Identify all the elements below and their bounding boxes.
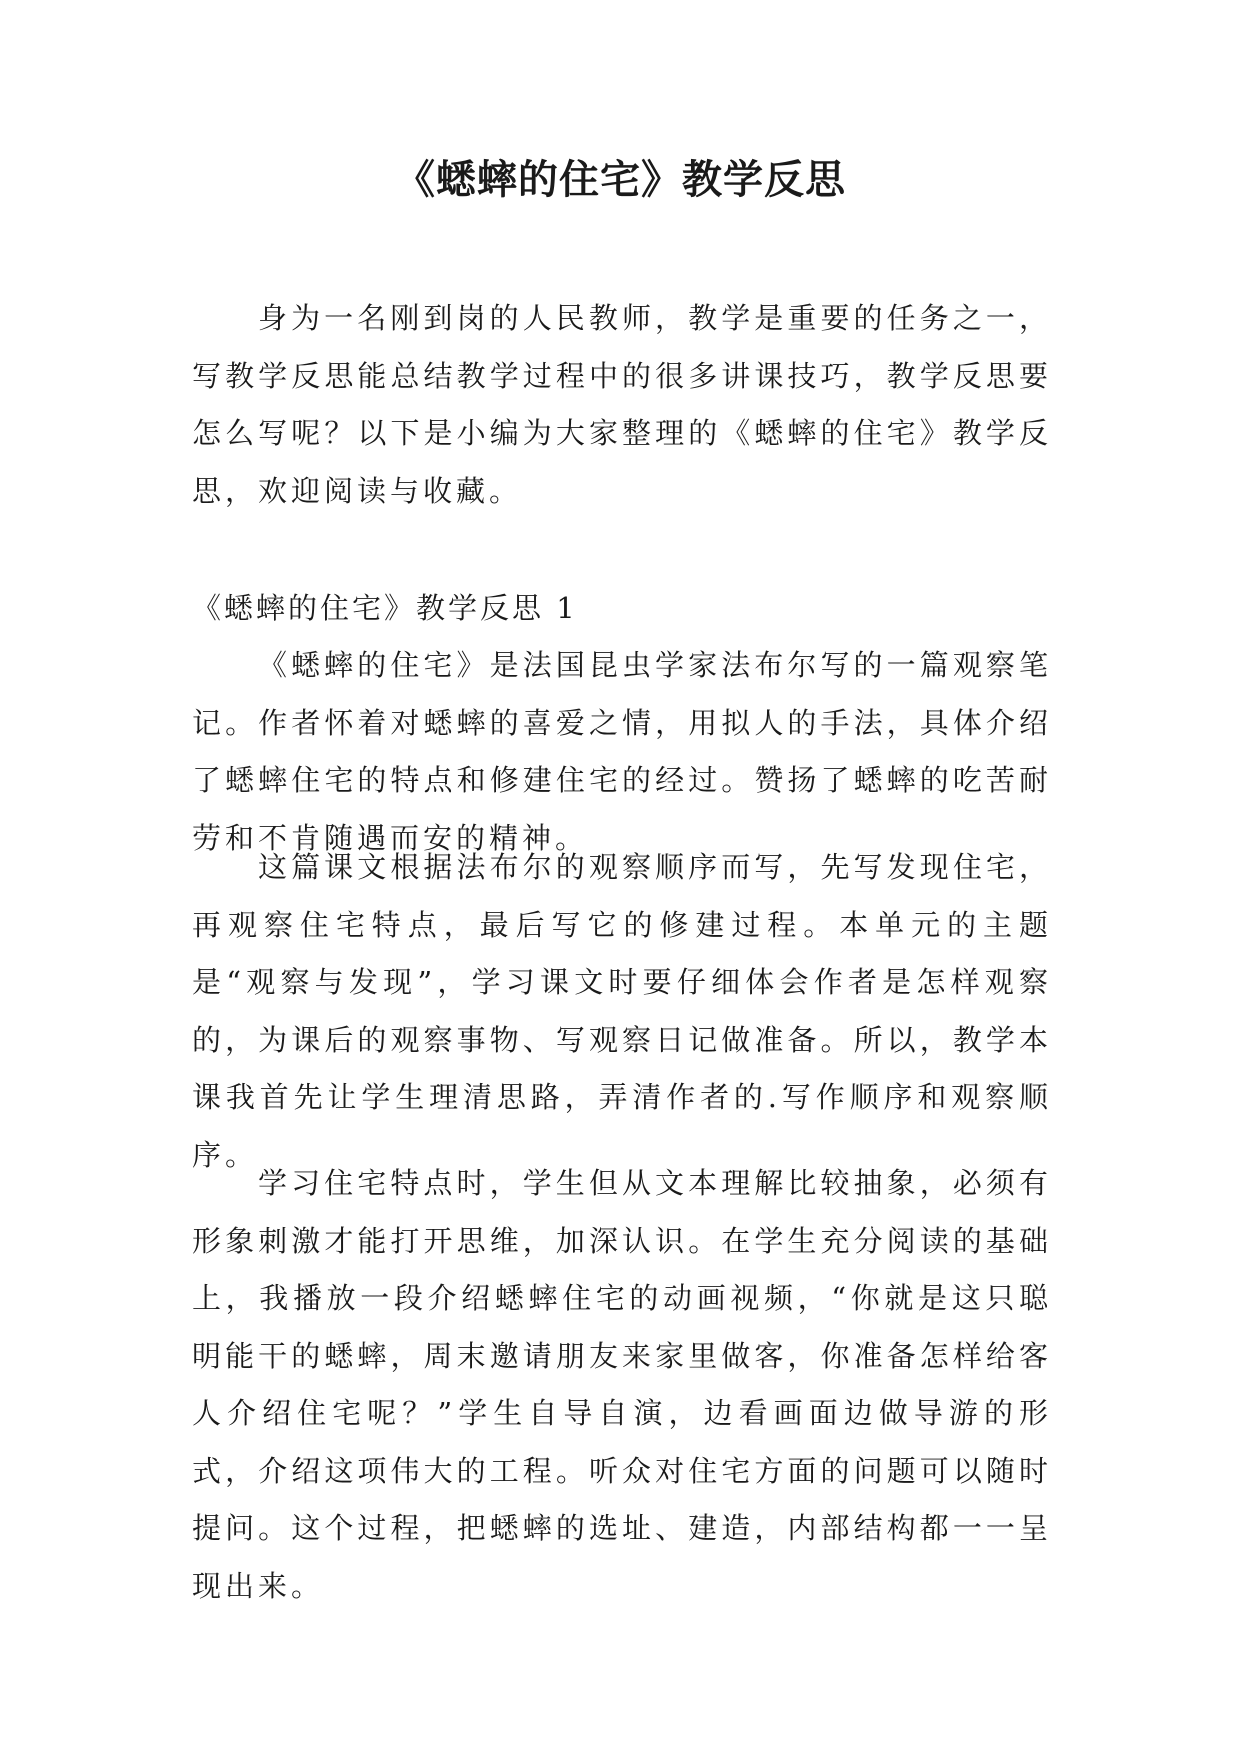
- document-title: 《蟋蟀的住宅》教学反思: [395, 157, 846, 203]
- body-paragraph: 这篇课文根据法布尔的观察顺序而写，先写发现住宅，再观察住宅特点，最后写它的修建过程。本单元的主题是“观察与发现”，学习课文时要仔细体会作者是怎样观察的，为课后的观察事物、写观察日记做准备。所以，教学本课我首先让学生理清思路，弄清作者的.写作顺序和观察顺序。: [192, 850, 1052, 1172]
- intro-paragraph: 身为一名刚到岗的人民教师，教学是重要的任务之一，写教学反思能总结教学过程中的很多讲课技巧，教学反思要怎么写呢？以下是小编为大家整理的《蟋蟀的住宅》教学反思，欢迎阅读与收藏。: [192, 301, 1052, 508]
- body-paragraph: 学习住宅特点时，学生但从文本理解比较抽象，必须有形象刺激才能打开思维，加深认识。在学生充分阅读的基础上，我播放一段介绍蟋蟀住宅的动画视频，“你就是这只聪明能干的蟋蟀，周末邀请朋友来家里做客，你准备怎样给客人介绍住宅呢？”学生自导自演，边看画面边做导游的形式，介绍这项伟大的工程。听众对住宅方面的问题可以随时提问。这个过程，把蟋蟀的选址、建造，内部结构都一一呈现出来。: [192, 1166, 1052, 1603]
- body-paragraph: 《蟋蟀的住宅》是法国昆虫学家法布尔写的一篇观察笔记。作者怀着对蟋蟀的喜爱之情，用拟人的手法，具体介绍了蟋蟀住宅的特点和修建住宅的经过。赞扬了蟋蟀的吃苦耐劳和不肯随遇而安的精神。: [192, 648, 1052, 855]
- section-heading: 《蟋蟀的住宅》教学反思 1: [192, 591, 578, 625]
